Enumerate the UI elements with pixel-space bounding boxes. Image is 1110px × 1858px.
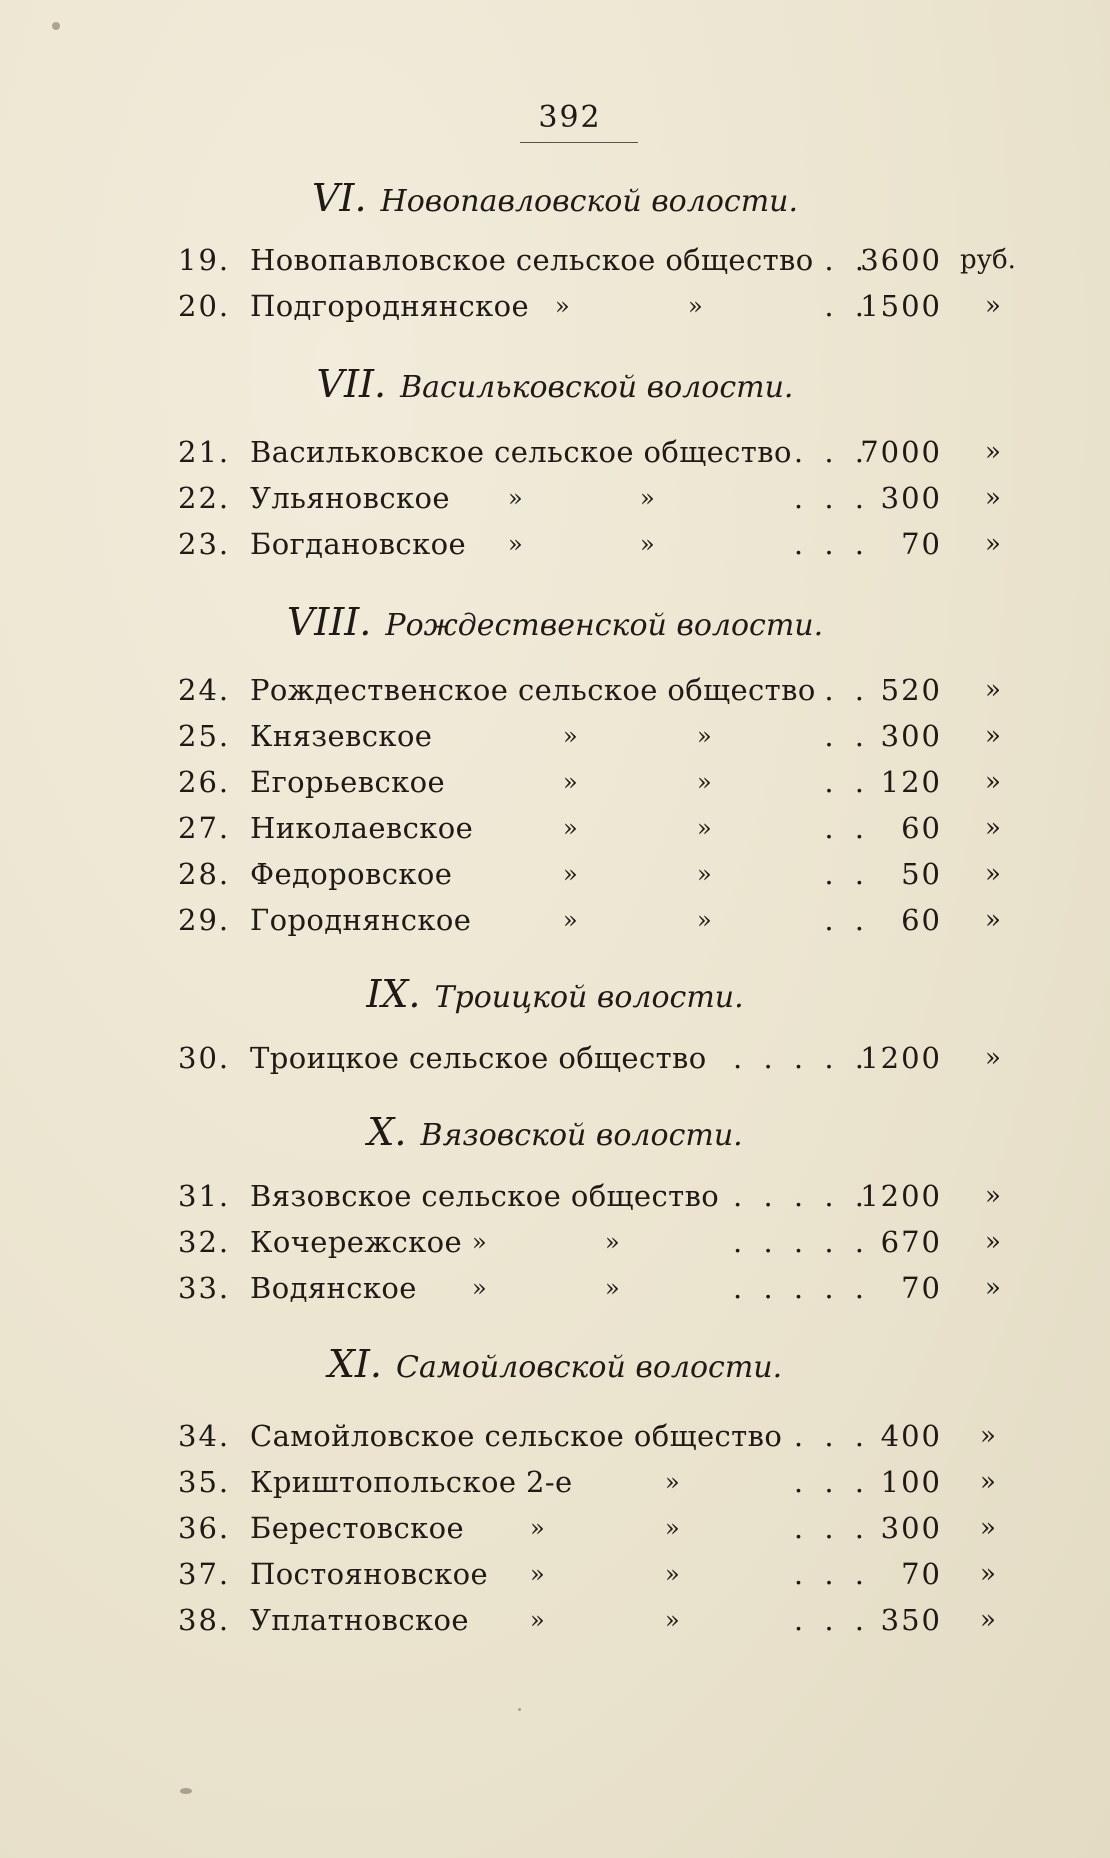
list-item xyxy=(0,900,1110,940)
section-heading xyxy=(0,176,1110,220)
section-roman: XI. xyxy=(327,1342,382,1386)
row-unit: » xyxy=(985,767,1001,797)
row-unit: » xyxy=(980,1467,996,1497)
row-amount: 60 xyxy=(901,903,942,937)
ditto-mark: » xyxy=(563,906,578,934)
ditto-mark: » xyxy=(665,1606,680,1634)
row-dots: . . . xyxy=(793,1557,870,1591)
row-number: 32. xyxy=(178,1225,231,1259)
section-heading xyxy=(0,1110,1110,1154)
row-amount: 50 xyxy=(901,857,942,891)
ditto-mark: » xyxy=(697,814,712,842)
row-amount: 520 xyxy=(880,673,942,707)
list-item xyxy=(0,432,1110,472)
ditto-mark: » xyxy=(530,1514,545,1542)
row-amount: 3600 xyxy=(860,243,942,277)
section-heading xyxy=(0,1342,1110,1386)
section-heading xyxy=(0,362,1110,406)
ditto-mark: » xyxy=(697,722,712,750)
row-name: Егорьевское xyxy=(250,765,446,799)
row-name: Николаевское xyxy=(250,811,474,845)
row-amount: 100 xyxy=(880,1465,942,1499)
row-number: 37. xyxy=(178,1557,231,1591)
row-unit: » xyxy=(985,437,1001,467)
row-name: Самойловское сельское общество xyxy=(250,1419,783,1453)
ditto-mark: » xyxy=(508,530,523,558)
row-amount: 7000 xyxy=(860,435,942,469)
row-name: Берестовское xyxy=(250,1511,465,1545)
ditto-mark: » xyxy=(563,860,578,888)
row-amount: 1200 xyxy=(860,1041,942,1075)
row-dots: . . xyxy=(824,811,870,845)
list-item xyxy=(0,716,1110,756)
page-number: 392 xyxy=(538,100,602,135)
list-item xyxy=(0,1508,1110,1548)
list-item xyxy=(0,670,1110,710)
row-dots: . . . . . xyxy=(733,1225,870,1259)
row-dots: . . . xyxy=(793,435,870,469)
row-number: 25. xyxy=(178,719,231,753)
paper-speck xyxy=(180,1788,192,1794)
row-dots: . . xyxy=(824,719,870,753)
row-amount: 670 xyxy=(880,1225,942,1259)
section-title: Васильковской волости. xyxy=(400,370,794,405)
row-name: Вязовское сельское общество xyxy=(250,1179,720,1213)
row-dots: . . . xyxy=(793,1465,870,1499)
row-unit: » xyxy=(980,1605,996,1635)
section-heading xyxy=(0,600,1110,644)
row-dots: . . . xyxy=(793,527,870,561)
row-unit: руб. xyxy=(960,245,1016,275)
ditto-mark: » xyxy=(508,484,523,512)
row-dots: . . . . . xyxy=(733,1271,870,1305)
row-number: 27. xyxy=(178,811,231,845)
row-number: 22. xyxy=(178,481,231,515)
ditto-mark: » xyxy=(665,1514,680,1542)
row-unit: » xyxy=(980,1559,996,1589)
row-number: 29. xyxy=(178,903,231,937)
row-dots: . . xyxy=(824,673,870,707)
list-item xyxy=(0,1268,1110,1308)
section-roman: VII. xyxy=(316,362,387,406)
ditto-mark: » xyxy=(640,530,655,558)
row-unit: » xyxy=(985,291,1001,321)
ditto-mark: » xyxy=(688,292,703,320)
row-dots: . . xyxy=(824,289,870,323)
row-name: Уплатновское xyxy=(250,1603,469,1637)
row-unit: » xyxy=(985,1181,1001,1211)
ditto-mark: » xyxy=(605,1274,620,1302)
ditto-mark: » xyxy=(472,1228,487,1256)
row-name: Кочережское xyxy=(250,1225,463,1259)
row-dots: . . . . . xyxy=(733,1041,870,1075)
row-name: Троицкое сельское общество xyxy=(250,1041,707,1075)
section-heading xyxy=(0,972,1110,1016)
row-amount: 70 xyxy=(901,1557,942,1591)
row-amount: 120 xyxy=(880,765,942,799)
ditto-mark: » xyxy=(605,1228,620,1256)
row-unit: » xyxy=(985,1273,1001,1303)
row-name: Криштопольское 2-е xyxy=(250,1465,573,1499)
row-unit: » xyxy=(985,721,1001,751)
row-unit: » xyxy=(980,1421,996,1451)
ditto-mark: » xyxy=(530,1606,545,1634)
ditto-mark: » xyxy=(665,1468,680,1496)
row-amount: 60 xyxy=(901,811,942,845)
row-amount: 350 xyxy=(880,1603,942,1637)
row-number: 38. xyxy=(178,1603,231,1637)
list-item xyxy=(0,762,1110,802)
row-dots: . . . . . xyxy=(733,1179,870,1213)
list-item xyxy=(0,808,1110,848)
row-unit: » xyxy=(985,859,1001,889)
row-amount: 70 xyxy=(901,527,942,561)
list-item xyxy=(0,240,1110,280)
ditto-mark: » xyxy=(697,906,712,934)
section-roman: VIII. xyxy=(286,600,372,644)
section-roman: IX. xyxy=(366,972,421,1016)
row-unit: » xyxy=(985,1227,1001,1257)
row-number: 28. xyxy=(178,857,231,891)
row-name: Постояновское xyxy=(250,1557,489,1591)
ditto-mark: » xyxy=(563,722,578,750)
ditto-mark: » xyxy=(697,768,712,796)
row-name: Подгороднянское xyxy=(250,289,530,323)
row-amount: 70 xyxy=(901,1271,942,1305)
row-name: Городнянское xyxy=(250,903,472,937)
row-amount: 1500 xyxy=(860,289,942,323)
row-dots: . . . xyxy=(793,1511,870,1545)
row-number: 33. xyxy=(178,1271,231,1305)
row-name: Рождественское сельское общество xyxy=(250,673,816,707)
row-unit: » xyxy=(980,1513,996,1543)
row-name: Федоровское xyxy=(250,857,453,891)
ditto-mark: » xyxy=(563,814,578,842)
row-unit: » xyxy=(985,675,1001,705)
list-item xyxy=(0,1038,1110,1078)
row-number: 30. xyxy=(178,1041,231,1075)
row-unit: » xyxy=(985,1043,1001,1073)
row-dots: . . xyxy=(824,857,870,891)
row-amount: 300 xyxy=(880,481,942,515)
section-roman: X. xyxy=(367,1110,407,1154)
row-number: 35. xyxy=(178,1465,231,1499)
row-dots: . . . xyxy=(793,1603,870,1637)
section-title: Самойловской волости. xyxy=(396,1350,783,1385)
row-name: Васильковское сельское общество xyxy=(250,435,792,469)
row-name: Князевское xyxy=(250,719,433,753)
row-amount: 300 xyxy=(880,1511,942,1545)
row-name: Водянское xyxy=(250,1271,417,1305)
list-item xyxy=(0,524,1110,564)
list-item xyxy=(0,1222,1110,1262)
ditto-mark: » xyxy=(697,860,712,888)
row-dots: . . . xyxy=(793,1419,870,1453)
row-dots: . . xyxy=(824,243,870,277)
row-number: 34. xyxy=(178,1419,231,1453)
list-item xyxy=(0,854,1110,894)
list-item xyxy=(0,1600,1110,1640)
row-dots: . . xyxy=(824,903,870,937)
ditto-mark: » xyxy=(555,292,570,320)
row-amount: 300 xyxy=(880,719,942,753)
row-dots: . . . xyxy=(793,481,870,515)
ditto-mark: » xyxy=(530,1560,545,1588)
section-title: Вязовской волости. xyxy=(420,1118,743,1153)
row-name: Богдановское xyxy=(250,527,467,561)
ditto-mark: » xyxy=(665,1560,680,1588)
row-number: 21. xyxy=(178,435,231,469)
section-title: Троицкой волости. xyxy=(434,980,744,1015)
row-unit: » xyxy=(985,905,1001,935)
row-amount: 1200 xyxy=(860,1179,942,1213)
ditto-mark: » xyxy=(472,1274,487,1302)
paper-speck xyxy=(518,1708,521,1711)
row-number: 36. xyxy=(178,1511,231,1545)
row-amount: 400 xyxy=(880,1419,942,1453)
row-number: 26. xyxy=(178,765,231,799)
row-dots: . . xyxy=(824,765,870,799)
ditto-mark: » xyxy=(563,768,578,796)
paper-speck xyxy=(52,22,60,30)
list-item xyxy=(0,478,1110,518)
row-unit: » xyxy=(985,813,1001,843)
row-name: Новопавловское сельское общество xyxy=(250,243,814,277)
row-name: Ульяновское xyxy=(250,481,450,515)
list-item xyxy=(0,1554,1110,1594)
page-number-rule xyxy=(520,142,638,143)
list-item xyxy=(0,286,1110,326)
section-roman: VI. xyxy=(311,176,367,220)
row-unit: » xyxy=(985,483,1001,513)
ditto-mark: » xyxy=(640,484,655,512)
section-title: Рождественской волости. xyxy=(385,608,824,643)
list-item xyxy=(0,1176,1110,1216)
row-number: 23. xyxy=(178,527,231,561)
row-unit: » xyxy=(985,529,1001,559)
row-number: 24. xyxy=(178,673,231,707)
row-number: 31. xyxy=(178,1179,231,1213)
list-item xyxy=(0,1416,1110,1456)
row-number: 20. xyxy=(178,289,231,323)
list-item xyxy=(0,1462,1110,1502)
row-number: 19. xyxy=(178,243,231,277)
section-title: Новопавловской волости. xyxy=(380,184,798,219)
